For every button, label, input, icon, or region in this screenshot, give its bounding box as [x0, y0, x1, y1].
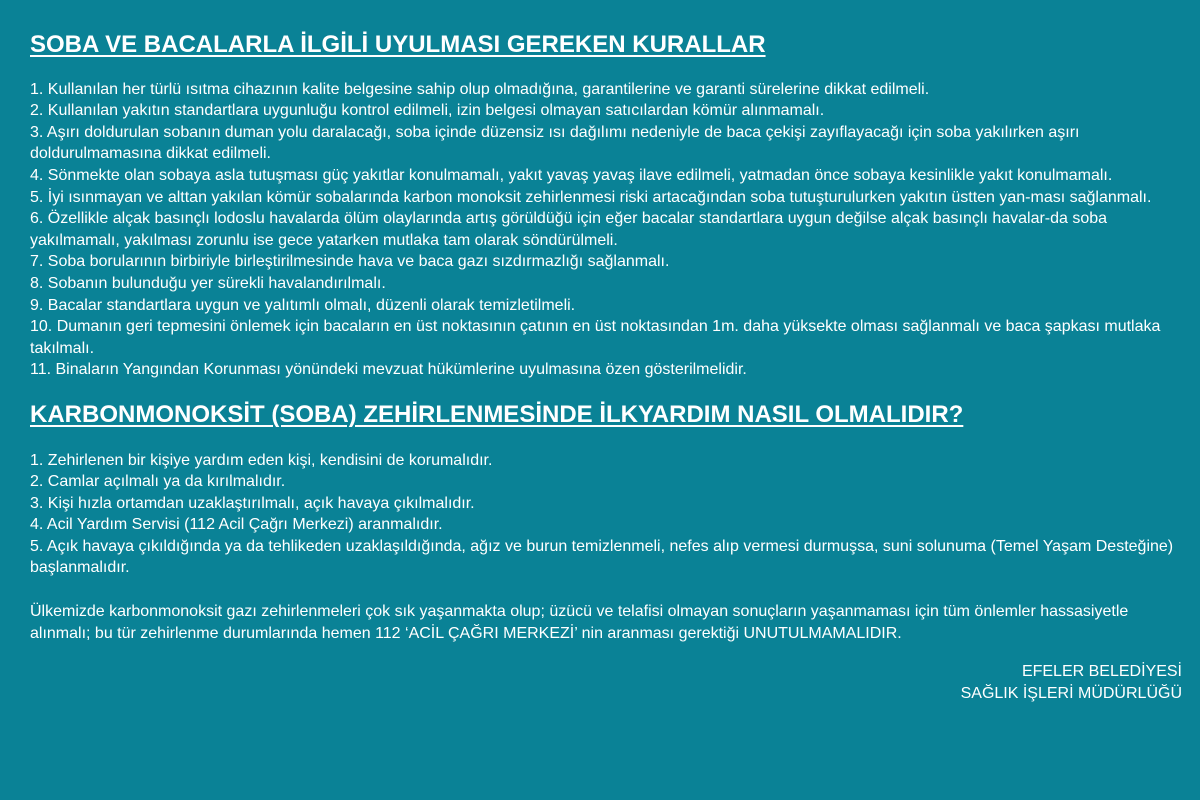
- stove-rules-list: [30, 79, 1182, 381]
- list-item: 3. Aşırı doldurulan sobanın duman yolu daralacağı, soba içinde düzensiz ısı dağılımı nedeniyle de baca çekişi zayıflayacağı için soba yakılırken aşırı doldurulmamasına dikkat edilmeli.: [30, 123, 1080, 163]
- signature-line-municipality: EFELER BELEDİYESİ: [1021, 663, 1182, 681]
- list-item: 8. Sobanın bulunduğu yer sürekli havalandırılmalı.: [30, 274, 386, 292]
- list-item: 3. Kişi hızla ortamdan uzaklaştırılmalı, açık havaya çıkılmalıdır.: [30, 494, 475, 512]
- list-item: 2. Kullanılan yakıtın standartlara uygunluğu kontrol edilmeli, izin belgesi olmayan satıcılardan kömür alınmamalı.: [30, 102, 825, 120]
- list-item: 6. Özellikle alçak basınçlı lodoslu havalarda ölüm olaylarında artış görüldüğü için eğer bacalar standartlara uygun değilse alçak basınçlı havalar-da soba yakılmamalı, yakılması zorunlu ise gece yatarken mutlaka tam olarak söndürülmeli.: [30, 210, 1108, 249]
- list-item: 2. Camlar açılmalı ya da kırılmalıdır.: [30, 473, 286, 491]
- closing-paragraph: Ülkemizde karbonmonoksit gazı zehirlenmeleri çok sık yaşanmakta olup; üzücü ve telafisi olmayan sonuçların yaşanmaması için tüm önlemler hassasiyetle alınmalı; bu tür zehirlenme durumlarında hemen 112 ‘ACİL ÇAĞRI MERKEZİ’ nin aranması gerektiği UNUTULMAMALIDIR.: [30, 603, 1129, 642]
- signature-line-department: SAĞLIK İŞLERİ MÜDÜRLÜĞÜ: [960, 684, 1182, 702]
- section-1-title: SOBA VE BACALARLA İLGİLİ UYULMASI GEREKEN KURALLAR: [30, 31, 766, 58]
- list-item: 7. Soba borularının birbiriyle birleştirilmesinde hava ve baca gazı sızdırmazlığı sağlanmalı.: [30, 253, 670, 271]
- list-item: 5. İyi ısınmayan ve alttan yakılan kömür sobalarında karbon monoksit zehirlenmesi riski artacağından soba tutuşturulurken yakıtın üstten yan-ması sağlanmalı.: [30, 188, 1152, 206]
- first-aid-list: [30, 450, 1182, 580]
- section-2-title: KARBONMONOKSİT (SOBA) ZEHİRLENMESİNDE İLKYARDIM NASIL OLMALIDIR?: [30, 400, 964, 428]
- list-item: 4. Sönmekte olan sobaya asla tutuşması güç yakıtlar konulmamalı, yakıt yavaş yavaş ilave edilmeli, yatmadan önce sobaya kesinlikle yakıt konulmamalı.: [30, 166, 1113, 184]
- list-item: 4. Acil Yardım Servisi (112 Acil Çağrı Merkezi) aranmalıdır.: [30, 516, 443, 534]
- list-item: 11. Binaların Yangından Korunması yönündeki mevzuat hükümlerine uyulmasına özen gösterilmelidir.: [30, 361, 747, 379]
- list-item: 5. Açık havaya çıkıldığında ya da tehlikeden uzaklaşıldığında, ağız ve burun temizlenmeli, nefes alıp vermesi durmuşsa, suni solunuma (Temel Yaşam Desteğine) başlanmalıdır.: [30, 537, 1174, 577]
- list-item: 1. Zehirlenen bir kişiye yardım eden kişi, kendisini de korumalıdır.: [30, 451, 493, 469]
- list-item: 10. Dumanın geri tepmesini önlemek için bacaların en üst noktasının çatının en üst noktasından 1m. daha yüksekte olması sağlanmalı ve baca şapkası mutlaka takılmalı.: [30, 318, 1161, 357]
- signature-block: [30, 661, 1182, 704]
- list-item: 1. Kullanılan her türlü ısıtma cihazının kalite belgesine sahip olup olmadığına, garantilerine ve garanti sürelerine dikkat edilmeli.: [30, 80, 930, 98]
- list-item: 9. Bacalar standartlara uygun ve yalıtımlı olmalı, düzenli olarak temizletilmeli.: [30, 296, 576, 314]
